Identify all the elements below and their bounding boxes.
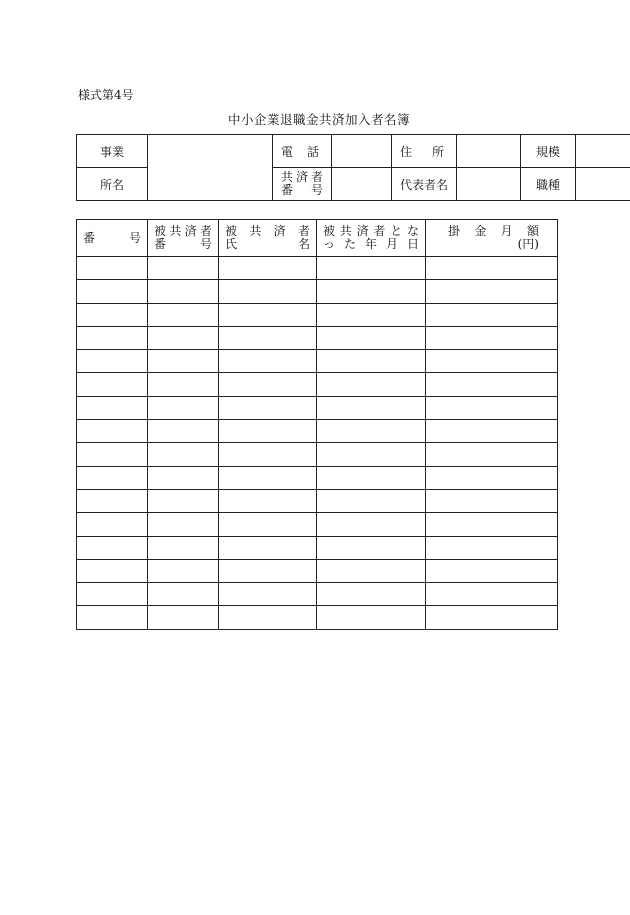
insured-name-cell[interactable] bbox=[219, 373, 317, 396]
table-row bbox=[77, 350, 558, 373]
table-row bbox=[77, 396, 558, 419]
join-date-cell[interactable] bbox=[317, 466, 426, 489]
insured-number-cell[interactable] bbox=[148, 513, 219, 536]
table-row bbox=[77, 536, 558, 559]
number-cell[interactable] bbox=[77, 606, 148, 629]
join-date-cell[interactable] bbox=[317, 396, 426, 419]
monthly-premium-cell[interactable] bbox=[426, 373, 558, 396]
number-cell[interactable] bbox=[77, 280, 148, 303]
insured-name-cell[interactable] bbox=[219, 350, 317, 373]
join-date-cell[interactable] bbox=[317, 489, 426, 512]
monthly-premium-cell[interactable] bbox=[426, 420, 558, 443]
number-cell[interactable] bbox=[77, 326, 148, 349]
number-cell[interactable] bbox=[77, 443, 148, 466]
occupation-label: 職種 bbox=[521, 168, 576, 201]
address-label: 住 所 bbox=[392, 135, 457, 168]
join-date-cell[interactable] bbox=[317, 513, 426, 536]
table-row bbox=[77, 443, 558, 466]
number-cell[interactable] bbox=[77, 350, 148, 373]
table-row bbox=[77, 559, 558, 582]
member-list-table bbox=[76, 219, 558, 630]
mutual-aid-number-label: 共 済 者 番 号 bbox=[273, 168, 332, 201]
number-cell[interactable] bbox=[77, 373, 148, 396]
header-number: 番 号 bbox=[77, 220, 148, 257]
number-cell[interactable] bbox=[77, 303, 148, 326]
insured-name-cell[interactable] bbox=[219, 280, 317, 303]
number-cell[interactable] bbox=[77, 396, 148, 419]
join-date-cell[interactable] bbox=[317, 583, 426, 606]
table-row bbox=[77, 513, 558, 536]
insured-name-cell[interactable] bbox=[219, 326, 317, 349]
occupation-field[interactable] bbox=[576, 168, 630, 201]
number-cell[interactable] bbox=[77, 489, 148, 512]
insured-name-cell[interactable] bbox=[219, 303, 317, 326]
insured-name-cell[interactable] bbox=[219, 466, 317, 489]
insured-number-cell[interactable] bbox=[148, 466, 219, 489]
monthly-premium-cell[interactable] bbox=[426, 513, 558, 536]
table-row bbox=[77, 420, 558, 443]
insured-number-cell[interactable] bbox=[148, 559, 219, 582]
insured-number-cell[interactable] bbox=[148, 420, 219, 443]
number-cell[interactable] bbox=[77, 513, 148, 536]
table-row bbox=[77, 303, 558, 326]
monthly-premium-cell[interactable] bbox=[426, 396, 558, 419]
insured-name-cell[interactable] bbox=[219, 536, 317, 559]
table-row bbox=[77, 466, 558, 489]
insured-name-cell[interactable] bbox=[219, 583, 317, 606]
insured-name-cell[interactable] bbox=[219, 489, 317, 512]
insured-name-cell[interactable] bbox=[219, 257, 317, 280]
join-date-cell[interactable] bbox=[317, 606, 426, 629]
monthly-premium-cell[interactable] bbox=[426, 326, 558, 349]
header-insured-name: 被 共 済 者 氏 名 bbox=[219, 220, 317, 257]
join-date-cell[interactable] bbox=[317, 326, 426, 349]
insured-number-cell[interactable] bbox=[148, 326, 219, 349]
phone-field[interactable] bbox=[332, 135, 392, 168]
monthly-premium-cell[interactable] bbox=[426, 583, 558, 606]
monthly-premium-cell[interactable] bbox=[426, 280, 558, 303]
monthly-premium-cell[interactable] bbox=[426, 489, 558, 512]
insured-name-cell[interactable] bbox=[219, 396, 317, 419]
monthly-premium-cell[interactable] bbox=[426, 350, 558, 373]
insured-number-cell[interactable] bbox=[148, 583, 219, 606]
table-row bbox=[77, 606, 558, 629]
number-cell[interactable] bbox=[77, 536, 148, 559]
insured-number-cell[interactable] bbox=[148, 303, 219, 326]
join-date-cell[interactable] bbox=[317, 536, 426, 559]
number-cell[interactable] bbox=[77, 583, 148, 606]
business-name-field[interactable] bbox=[148, 135, 273, 201]
monthly-premium-cell[interactable] bbox=[426, 559, 558, 582]
table-row bbox=[77, 489, 558, 512]
join-date-cell[interactable] bbox=[317, 373, 426, 396]
representative-field[interactable] bbox=[457, 168, 521, 201]
phone-label: 電 話 bbox=[273, 135, 332, 168]
table-row bbox=[77, 326, 558, 349]
insured-name-cell[interactable] bbox=[219, 606, 317, 629]
number-cell[interactable] bbox=[77, 559, 148, 582]
table-row bbox=[77, 373, 558, 396]
join-date-cell[interactable] bbox=[317, 350, 426, 373]
header-join-date: 被 共 済 者 と な っ た 年 月 日 bbox=[317, 220, 426, 257]
insured-number-cell[interactable] bbox=[148, 373, 219, 396]
insured-number-cell[interactable] bbox=[148, 396, 219, 419]
insured-number-cell[interactable] bbox=[148, 280, 219, 303]
form-number: 様式第4号 bbox=[78, 88, 134, 102]
insured-number-cell[interactable] bbox=[148, 536, 219, 559]
insured-name-cell[interactable] bbox=[219, 420, 317, 443]
table-row bbox=[77, 257, 558, 280]
monthly-premium-cell[interactable] bbox=[426, 257, 558, 280]
insured-number-cell[interactable] bbox=[148, 443, 219, 466]
header-insured-number: 被 共 済 者 番 号 bbox=[148, 220, 219, 257]
monthly-premium-cell[interactable] bbox=[426, 303, 558, 326]
join-date-cell[interactable] bbox=[317, 559, 426, 582]
join-date-cell[interactable] bbox=[317, 443, 426, 466]
insured-name-cell[interactable] bbox=[219, 443, 317, 466]
insured-name-cell[interactable] bbox=[219, 513, 317, 536]
document-title: 中小企業退職金共済加入者名簿 bbox=[227, 112, 410, 127]
list-header-row bbox=[77, 220, 558, 257]
address-field[interactable] bbox=[457, 135, 521, 168]
insured-number-cell[interactable] bbox=[148, 489, 219, 512]
table-row bbox=[77, 583, 558, 606]
business-label-top: 事業 bbox=[77, 135, 148, 168]
number-cell[interactable] bbox=[77, 420, 148, 443]
insured-number-cell[interactable] bbox=[148, 257, 219, 280]
join-date-cell[interactable] bbox=[317, 257, 426, 280]
scale-field[interactable] bbox=[576, 135, 630, 168]
monthly-premium-cell[interactable] bbox=[426, 606, 558, 629]
insured-number-cell[interactable] bbox=[148, 606, 219, 629]
table-row bbox=[77, 280, 558, 303]
scale-label: 規模 bbox=[521, 135, 576, 168]
insured-name-cell[interactable] bbox=[219, 559, 317, 582]
join-date-cell[interactable] bbox=[317, 280, 426, 303]
representative-label: 代表者名 bbox=[392, 168, 457, 201]
insured-number-cell[interactable] bbox=[148, 350, 219, 373]
header-monthly-premium: 掛 金 月 額 (円) bbox=[426, 220, 558, 257]
join-date-cell[interactable] bbox=[317, 303, 426, 326]
join-date-cell[interactable] bbox=[317, 420, 426, 443]
monthly-premium-cell[interactable] bbox=[426, 443, 558, 466]
monthly-premium-cell[interactable] bbox=[426, 466, 558, 489]
business-info-table bbox=[76, 134, 630, 201]
number-cell[interactable] bbox=[77, 257, 148, 280]
number-cell[interactable] bbox=[77, 466, 148, 489]
monthly-premium-cell[interactable] bbox=[426, 536, 558, 559]
mutual-aid-number-field[interactable] bbox=[332, 168, 392, 201]
business-label-bottom: 所名 bbox=[77, 168, 148, 201]
